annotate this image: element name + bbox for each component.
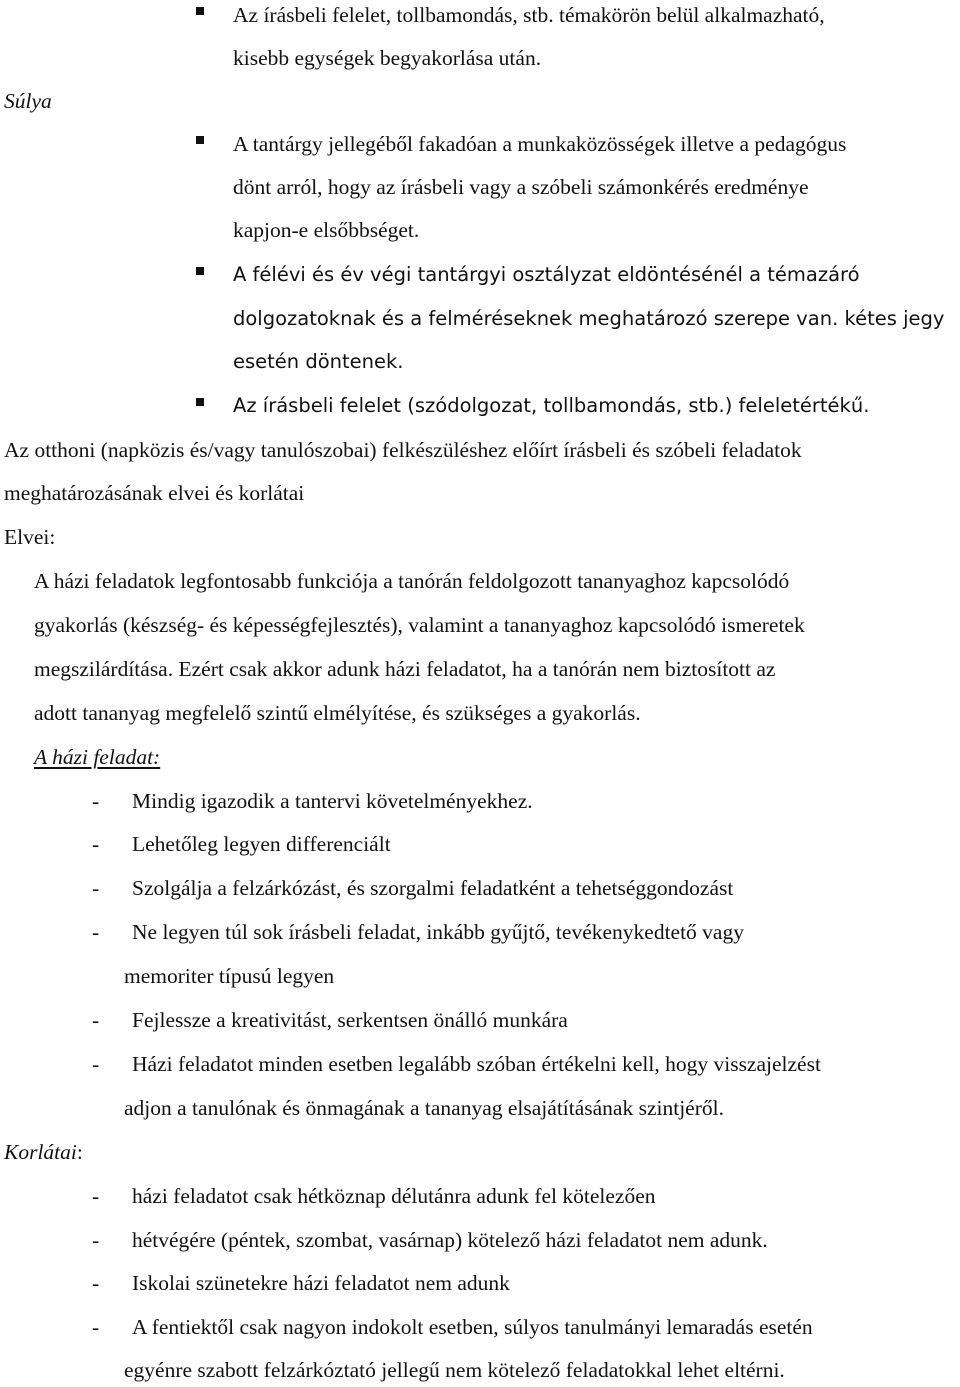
dash-marker: - [92,789,100,813]
paragraph-text: adott tananyag megfelelő szintű elmélyítése, és szükséges a gyakorlás. [34,701,641,725]
list-item-text: Ne legyen túl sok írásbeli feladat, inkább gyűjtő, tevékenykedtető vagy [132,920,744,944]
dash-marker: - [92,1228,100,1252]
title-text: Az otthoni (napközis és/vagy tanulószobai) felkészüléshez előírt írásbeli és szóbeli feladatok [4,438,802,462]
heading-text: Korlátai [4,1140,77,1164]
bullet-text: A tantárgy jellegéből fakadóan a munkaközösségek illetve a pedagógus [233,132,847,156]
bullet-text: kisebb egységek begyakorlása után. [233,46,542,70]
dash-marker: - [92,832,100,856]
heading-colon: : [76,1140,83,1164]
list-item-text: hétvégére (péntek, szombat, vasárnap) kötelező házi feladatot nem adunk. [132,1228,768,1252]
square-bullet-icon [196,7,204,15]
title-text: meghatározásának elvei és korlátai [4,481,305,505]
bullet-text: kapjon-e elsőbbséget. [233,218,420,242]
dash-marker: - [92,1315,100,1339]
paragraph-text: megszilárdítása. Ezért csak akkor adunk házi feladatot, ha a tanórán nem biztosított az [34,657,776,681]
dash-marker: - [92,920,100,944]
list-item-text: Házi feladatot minden esetben legalább szóban értékelni kell, hogy visszajelzést [132,1052,821,1076]
bullet-text: dolgozatoknak és a felméréseknek meghatározó szerepe van. kétes jegy [233,307,945,330]
list-item-text: Fejlessze a kreativitást, serkentsen önálló munkára [132,1008,568,1032]
bullet-text: Az írásbeli felelet, tollbamondás, stb. témakörön belül alkalmazható, [233,3,825,27]
heading-text: Súlya [4,89,52,113]
list-item-text: memoriter típusú legyen [124,964,335,988]
square-bullet-icon [196,398,204,406]
heading-text: A házi feladat: [34,745,161,769]
list-item-text: A fentiektől csak nagyon indokolt esetben, súlyos tanulmányi lemaradás esetén [132,1315,813,1339]
dash-marker: - [92,876,100,900]
bullet-text: Az írásbeli felelet (szódolgozat, tollbamondás, stb.) feleletértékű. [233,394,870,417]
paragraph-text: A házi feladatok legfontosabb funkciója a tanórán feldolgozott tananyaghoz kapcsolódó [34,569,790,593]
heading-text: Elvei: [4,525,56,549]
list-item-text: házi feladatot csak hétköznap délutánra adunk fel kötelezően [132,1184,656,1208]
list-item-text: Iskolai szünetekre házi feladatot nem adunk [132,1271,510,1295]
dash-marker: - [92,1052,100,1076]
list-item-text: Szolgálja a felzárkózást, és szorgalmi feladatként a tehetséggondozást [132,876,734,900]
list-item-text: egyénre szabott felzárkóztató jellegű nem kötelező feladatokkal lehet eltérni. [124,1358,785,1382]
dash-marker: - [92,1271,100,1295]
paragraph-text: gyakorlás (készség- és képességfejlesztés), valamint a tananyaghoz kapcsolódó ismeretek [34,613,805,637]
dash-marker: - [92,1008,100,1032]
list-item-text: Lehetőleg legyen differenciált [132,832,391,856]
bullet-text: dönt arról, hogy az írásbeli vagy a szóbeli számonkérés eredménye [233,175,809,199]
list-item-text: adjon a tanulónak és önmagának a tananyag elsajátításának szintjéről. [124,1096,724,1120]
dash-marker: - [92,1184,100,1208]
list-item-text: Mindig igazodik a tantervi követelményekhez. [132,789,533,813]
bullet-text: esetén döntenek. [233,350,404,373]
square-bullet-icon [196,136,204,144]
square-bullet-icon [196,267,204,275]
bullet-text: A félévi és év végi tantárgyi osztályzat eldöntésénél a témazáró [233,263,860,286]
